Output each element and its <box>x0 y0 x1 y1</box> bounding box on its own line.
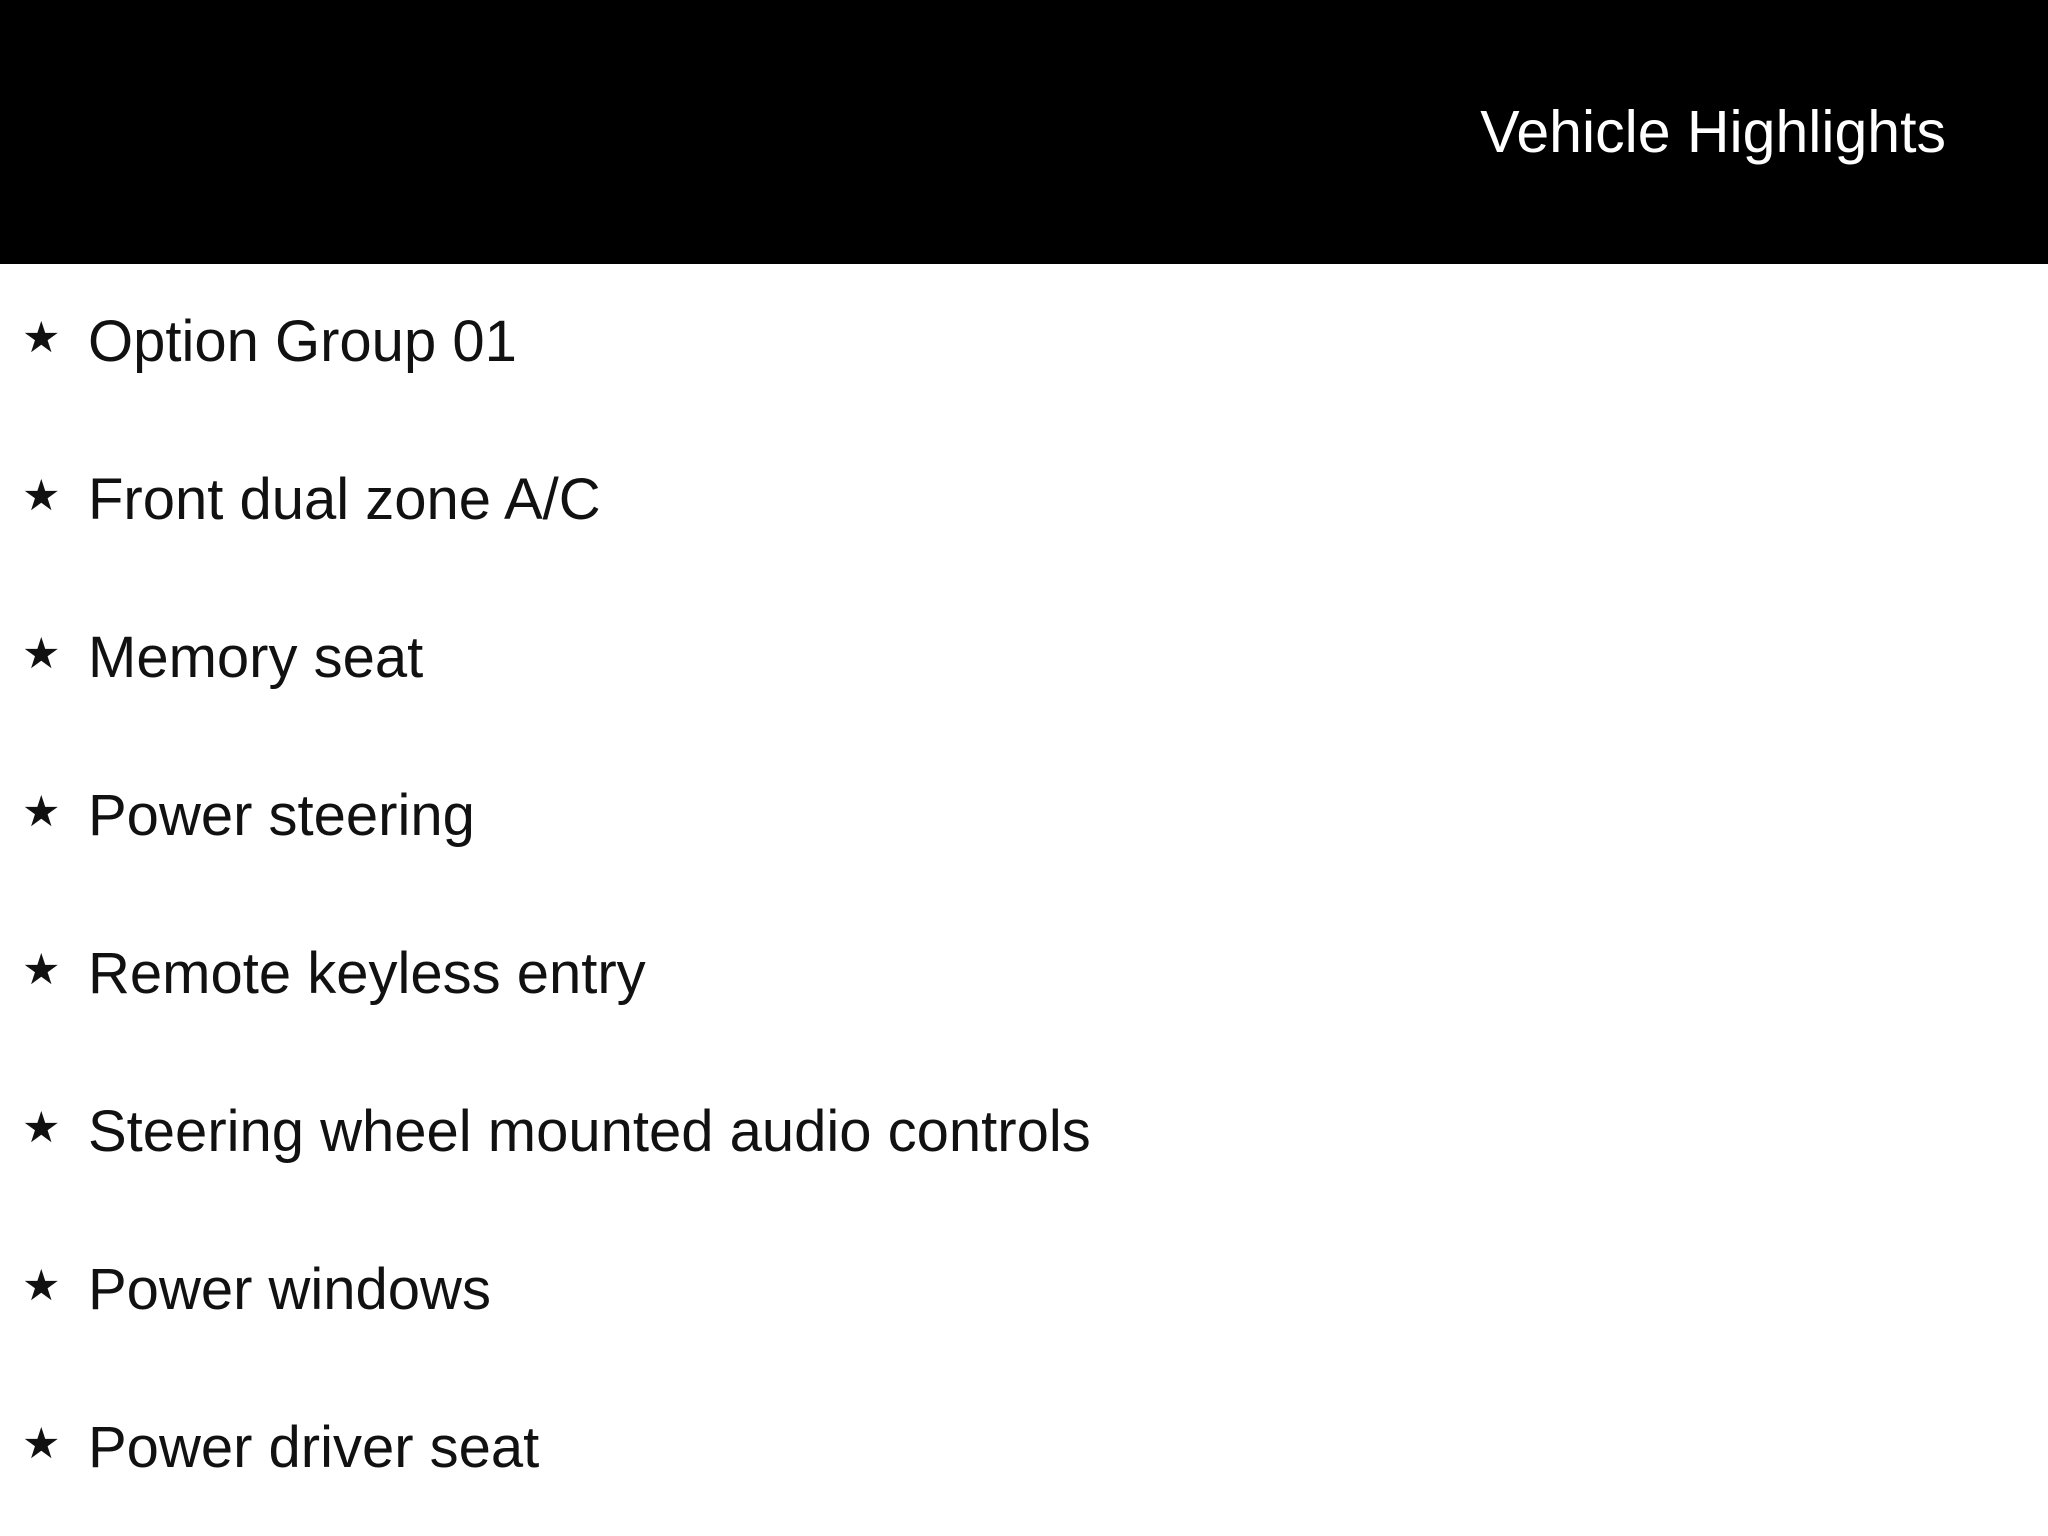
star-icon: ★ <box>22 472 61 520</box>
star-icon: ★ <box>22 788 61 836</box>
page-header <box>0 0 2048 264</box>
star-icon: ★ <box>22 630 61 678</box>
page-title: Vehicle Highlights <box>1480 99 1946 165</box>
highlight-label: Power windows <box>88 1257 491 1322</box>
highlight-item <box>0 1054 2048 1212</box>
highlight-label: Steering wheel mounted audio controls <box>88 1099 1091 1164</box>
highlight-item <box>0 1212 2048 1370</box>
highlight-label: Remote keyless entry <box>88 941 646 1006</box>
highlight-item <box>0 580 2048 738</box>
highlight-item <box>0 896 2048 1054</box>
highlight-label: Memory seat <box>88 625 424 690</box>
highlight-item <box>0 422 2048 580</box>
highlight-label: Front dual zone A/C <box>88 467 601 532</box>
vehicle-highlights-list <box>0 264 2048 1536</box>
star-icon: ★ <box>22 1104 61 1152</box>
star-icon: ★ <box>22 1420 61 1468</box>
highlight-item <box>0 1370 2048 1528</box>
highlight-label: Option Group 01 <box>88 309 517 374</box>
star-icon: ★ <box>22 314 61 362</box>
highlight-item <box>0 264 2048 422</box>
star-icon: ★ <box>22 1262 61 1310</box>
highlight-label: Power driver seat <box>88 1415 540 1480</box>
star-icon: ★ <box>22 946 61 994</box>
highlight-item <box>0 738 2048 896</box>
highlight-label: Power steering <box>88 783 475 848</box>
